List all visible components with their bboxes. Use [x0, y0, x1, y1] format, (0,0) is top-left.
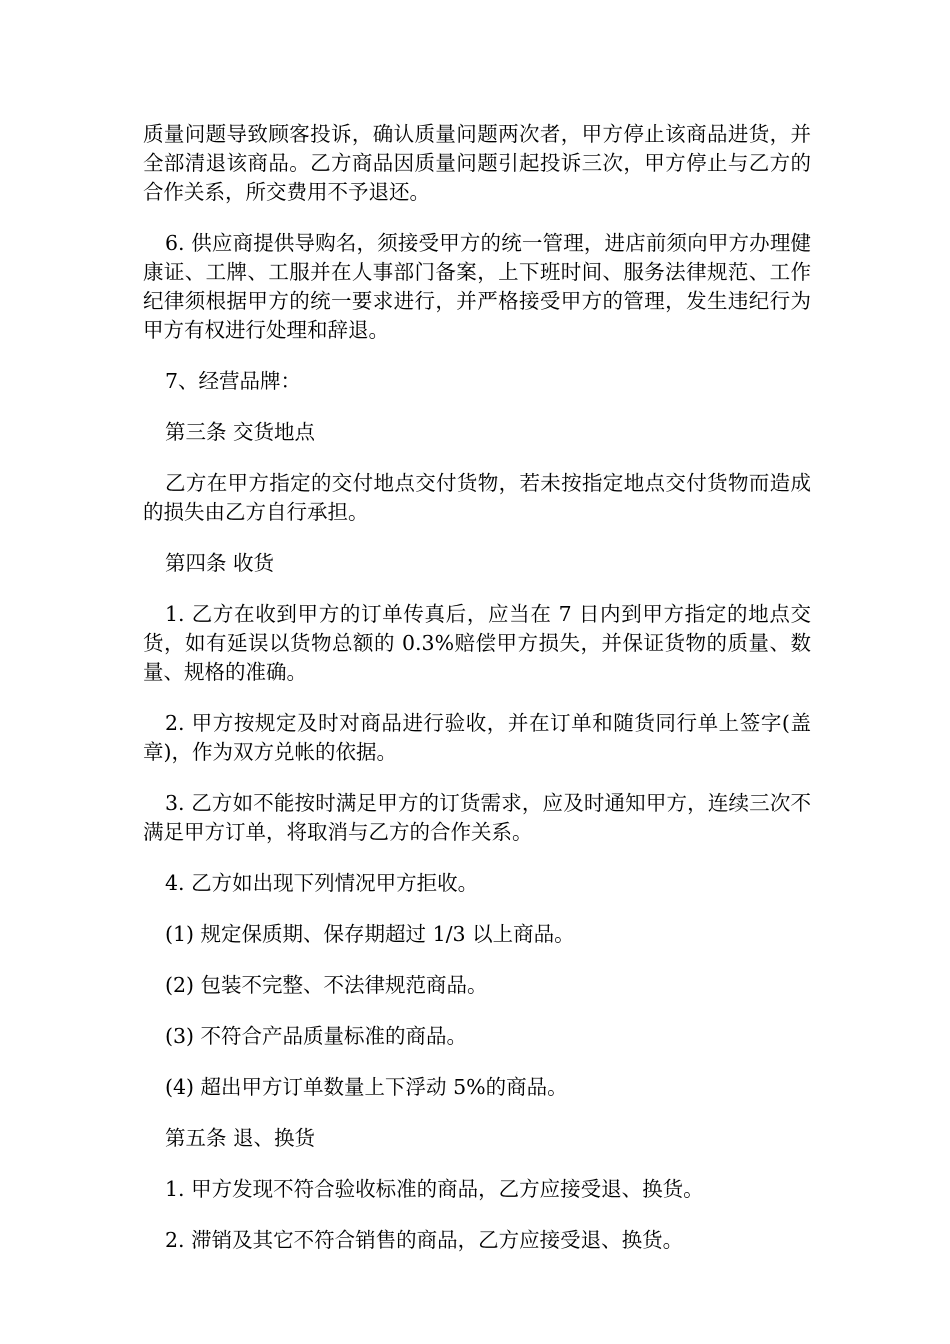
- heading-article-5: 第五条 退、换货: [165, 1126, 316, 1150]
- document-body: [143, 120, 811, 1277]
- paragraph-returns-2: 2. 滞销及其它不符合销售的商品，乙方应接受退、换货。: [165, 1228, 684, 1252]
- list-item-rejection-2: (2) 包装不完整、不法律规范商品。: [165, 973, 488, 997]
- heading-article-4: 第四条 收货: [165, 551, 275, 575]
- list-item-rejection-3: (3) 不符合产品质量标准的商品。: [165, 1024, 468, 1048]
- paragraph-receiving-2: 2. 甲方按规定及时对商品进行验收，并在订单和随货同行单上签字(盖章)，作为双方兑帐的依据。: [143, 711, 811, 764]
- paragraph-quality-complaints: 质量问题导致顾客投诉，确认质量问题两次者，甲方停止该商品进货，并全部清退该商品。乙方商品因质量问题引起投诉三次，甲方停止与乙方的合作关系，所交费用不予退还。: [143, 122, 811, 204]
- paragraph-receiving-4: 4. 乙方如出现下列情况甲方拒收。: [165, 871, 479, 895]
- paragraph-item-6-shopping-guide: 6. 供应商提供导购名，须接受甲方的统一管理，进店前须向甲方办理健康证、工牌、工服并在人事部门备案，上下班时间、服务法律规范、工作纪律须根据甲方的统一要求进行，并严格接受甲方的管理，发生违纪行为甲方有权进行处理和辞退。: [143, 231, 811, 342]
- list-item-rejection-1: (1) 规定保质期、保存期超过 1/3 以上商品。: [165, 922, 575, 946]
- paragraph-delivery-location: 乙方在甲方指定的交付地点交付货物，若未按指定地点交付货物而造成的损失由乙方自行承担。: [143, 471, 811, 524]
- paragraph-item-7-brands: 7、经营品牌：: [165, 369, 302, 393]
- paragraph-receiving-3: 3. 乙方如不能按时满足甲方的订货需求，应及时通知甲方，连续三次不满足甲方订单，将取消与乙方的合作关系。: [143, 791, 811, 844]
- paragraph-returns-1: 1. 甲方发现不符合验收标准的商品，乙方应接受退、换货。: [165, 1177, 704, 1201]
- list-item-rejection-4: (4) 超出甲方订单数量上下浮动 5%的商品。: [165, 1075, 568, 1099]
- paragraph-receiving-1: 1. 乙方在收到甲方的订单传真后，应当在 7 日内到甲方指定的地点交货，如有延误以货物总额的 0.3%赔偿甲方损失，并保证货物的质量、数量、规格的准确。: [143, 602, 811, 684]
- heading-article-3: 第三条 交货地点: [165, 420, 316, 444]
